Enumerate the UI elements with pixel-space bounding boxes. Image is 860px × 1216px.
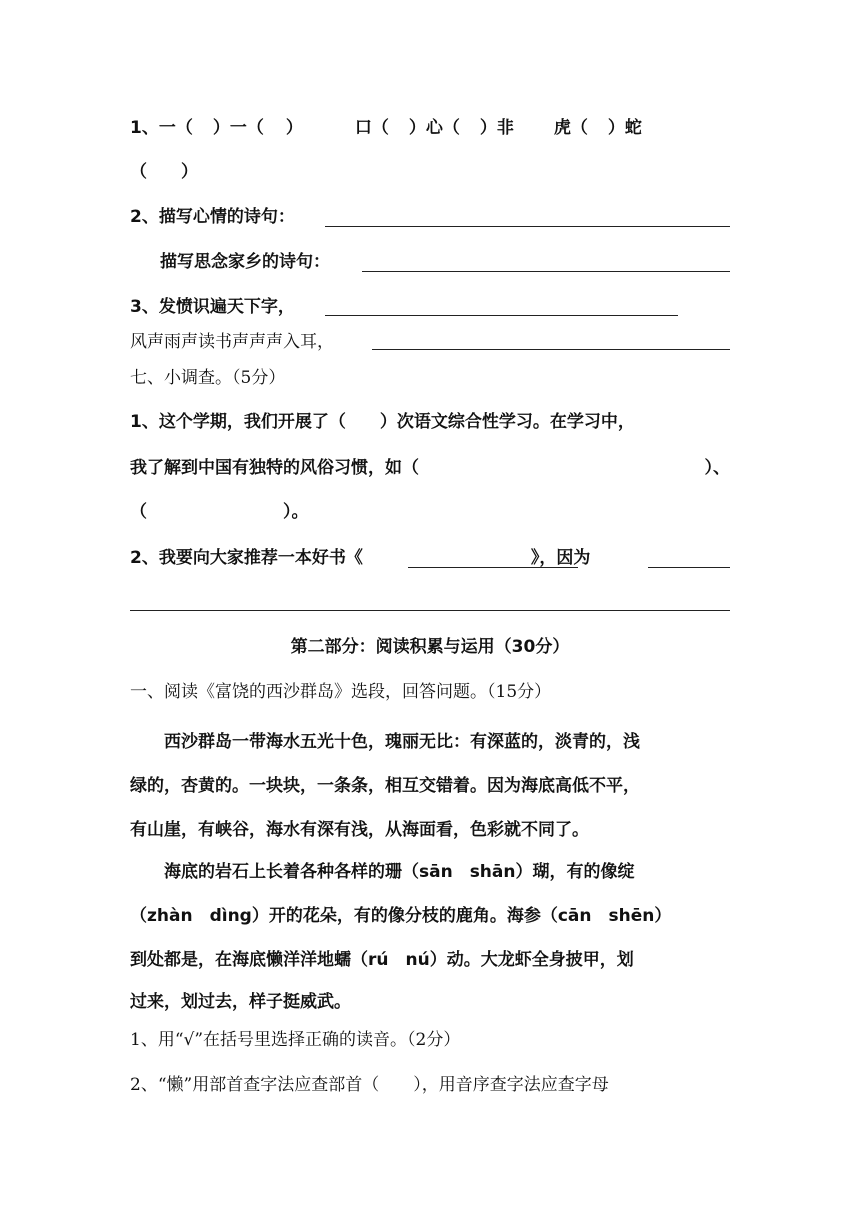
passage-line: 到处都是，在海底懒洋洋地蠕（rú nú）动。大龙虾全身披甲，划 bbox=[130, 950, 634, 970]
idiom-fragment: 1、一（ bbox=[130, 118, 193, 138]
s7-q1-line1: 1、这个学期，我们开展了（ ）次语文综合性学习。在学习中， bbox=[130, 412, 635, 432]
s7-q2-mid: 》，因为 bbox=[530, 548, 591, 568]
idiom-fragment: ）一（ bbox=[212, 118, 264, 138]
reading-q1: 1、用“√”在括号里选择正确的读音。（2分） bbox=[130, 1030, 461, 1050]
q1-idioms-line2: （ ） bbox=[130, 162, 198, 182]
passage-line: 西沙群岛一带海水五光十色，瑰丽无比：有深蓝的，淡青的，浅 bbox=[130, 732, 640, 752]
s7-q2-left: 2、我要向大家推荐一本好书《 bbox=[130, 548, 363, 568]
reading-q2: 2、“懒”用部首查字法应查部首（ ），用音序查字法应查字母 bbox=[130, 1075, 609, 1095]
passage-line: 有山崖，有峡谷，海水有深有浅，从海面看，色彩就不同了。 bbox=[130, 820, 589, 840]
couplet-blank-2[interactable] bbox=[372, 349, 730, 350]
s7-q1-line2-left: 我了解到中国有独特的风俗习惯，如（ bbox=[130, 458, 419, 478]
book-title-blank[interactable] bbox=[408, 567, 578, 568]
idiom-fragment: ） bbox=[285, 118, 303, 138]
s7-q1-line2-right: ）、 bbox=[704, 458, 730, 478]
book-reason-rule[interactable] bbox=[130, 610, 730, 611]
q2-homesick-poem-label: 描写思念家乡的诗句： bbox=[160, 252, 330, 272]
book-reason-blank[interactable] bbox=[648, 567, 730, 568]
q1-idioms-line1 bbox=[130, 116, 730, 140]
idiom-fragment: 口（ bbox=[354, 118, 389, 138]
homesick-poem-blank[interactable] bbox=[362, 271, 730, 272]
reading-section-heading: 一、阅读《富饶的西沙群岛》选段，回答问题。（15分） bbox=[130, 682, 552, 702]
idiom-fragment: ）蛇 bbox=[607, 118, 642, 138]
passage-line: 过来，划过去，样子挺威武。 bbox=[130, 992, 351, 1012]
passage-line: 海底的岩石上长着各种各样的珊（sān shān）瑚，有的像绽 bbox=[130, 862, 635, 882]
section7-heading: 七、小调查。（5分） bbox=[130, 368, 286, 388]
part2-title: 第二部分：阅读积累与运用（30分） bbox=[290, 637, 570, 657]
q2-mood-poem-label: 2、描写心情的诗句： bbox=[130, 207, 295, 227]
s7-q1-line3: （ ）。 bbox=[130, 502, 309, 522]
idiom-fragment: 虎（ bbox=[553, 118, 588, 138]
idiom-fragment: ）心（ bbox=[408, 118, 460, 138]
couplet-blank-1[interactable] bbox=[325, 315, 678, 316]
passage-line: 绿的，杏黄的。一块块，一条条，相互交错着。因为海底高低不平， bbox=[130, 776, 640, 796]
s7-q1-line2 bbox=[130, 456, 730, 480]
mood-poem-blank[interactable] bbox=[325, 226, 730, 227]
q3b-couplet-label: 风声雨声读书声声声入耳， bbox=[130, 332, 334, 352]
idiom-fragment: ）非 bbox=[479, 118, 514, 138]
passage-line: （zhàn dìng）开的花朵，有的像分枝的鹿角。海参（cān shēn） bbox=[130, 906, 672, 926]
q3-couplet-label: 3、发愤识遍天下字， bbox=[130, 297, 295, 317]
